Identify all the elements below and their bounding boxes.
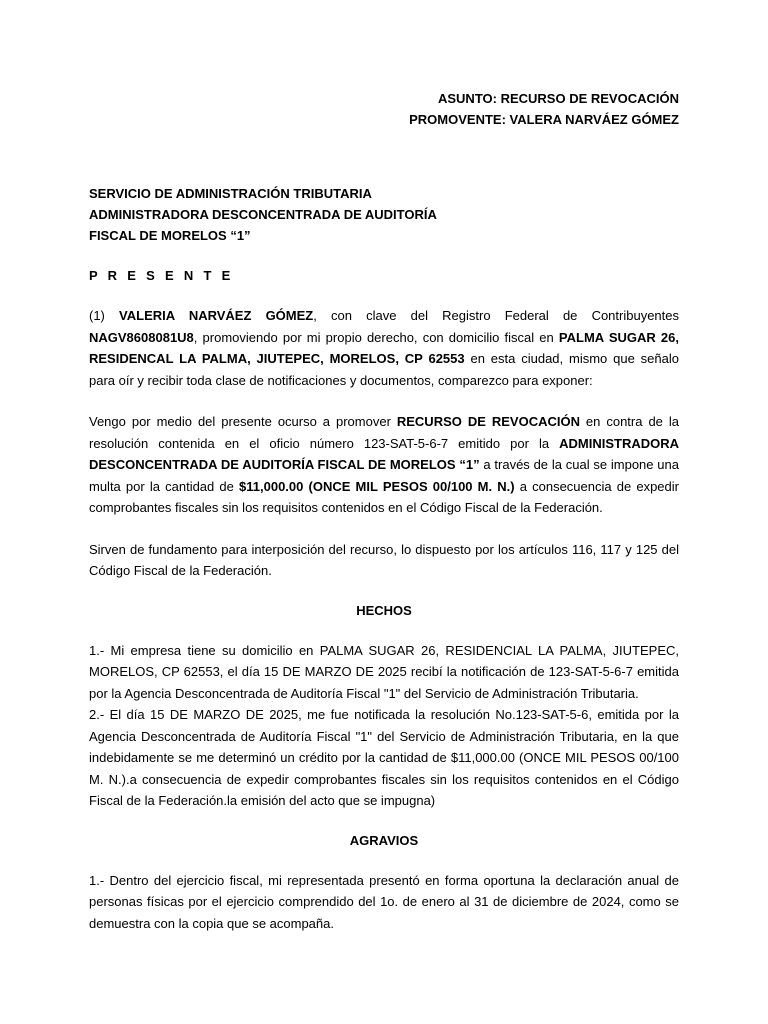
- recurso-bold-1: RECURSO DE REVOCACIÓN: [396, 414, 580, 429]
- hechos-item-2: 2.- El día 15 DE MARZO DE 2025, me fue notificada la resolución No.123-SAT-5-6, emitida por la Agencia Desconcentrada de Auditoría Fiscal "1" del Servicio de Administración Tributaria, en la que indebidamente se me determinó un crédito por la cantidad de $11,000.00 (ONCE MIL PESOS 00/100 M. N.).a consecuencia de expedir comprobantes fiscales sin los requisitos contenidos en el Código Fiscal de la Federación.la emisión del acto que se impugna): [89, 707, 679, 808]
- recurso-bold-3: $11,000.00 (ONCE MIL PESOS 00/100 M. N.): [239, 478, 515, 494]
- recurso-bold-2: ADMINISTRADORA DESCONCENTRADA DE AUDITORÍA FISCAL DE MORELOS “1”: [89, 435, 679, 472]
- intro-text-1: (1): [89, 308, 120, 323]
- intro-text-3: , promoviendo por mi propio derecho, con domicilio fiscal en: [193, 329, 559, 345]
- rfc-value: NAGV8608081U8: [89, 329, 194, 345]
- fiscal-address: PALMA SUGAR 26, RESIDENCAL LA PALMA, JIUTEPEC, MORELOS, CP 62553: [89, 329, 679, 366]
- intro-text-4: en esta ciudad, mismo que señalo para oír y recibir toda clase de notificaciones y documentos, comparezco para exponer:: [89, 351, 679, 388]
- addressee-line-1: SERVICIO DE ADMINISTRACIÓN TRIBUTARIA: [89, 186, 372, 201]
- intro-paragraph: [89, 305, 679, 391]
- intro-text-2: , con clave del Registro Federal de Contribuyentes: [313, 308, 680, 323]
- recurso-text-4: a consecuencia de expedir comprobantes fiscales sin los requisitos contenidos en el Código Fiscal de la Federación.: [89, 478, 679, 515]
- fundamento-paragraph: Sirven de fundamento para interposición del recurso, lo dispuesto por los artículos 116, 117 y 125 del Código Fiscal de la Federación.: [89, 541, 679, 578]
- recurso-paragraph: [89, 411, 679, 519]
- hechos-heading: HECHOS: [356, 602, 412, 618]
- recurso-text-2: en contra de la resolución contenida en el oficio número 123-SAT-5-6-7 emitido por la: [89, 414, 679, 451]
- presente-heading: P R E S E N T E: [89, 268, 234, 283]
- promovente-line: PROMOVENTE: VALERA NARVÁEZ GÓMEZ: [409, 112, 679, 127]
- agravios-heading: AGRAVIOS: [349, 832, 419, 848]
- promovente-name: VALERIA NARVÁEZ GÓMEZ: [119, 308, 314, 323]
- subject-line: ASUNTO: RECURSO DE REVOCACIÓN: [437, 91, 679, 106]
- agravios-item-1: 1.- Dentro del ejercicio fiscal, mi representada presentó en forma oportuna la declaración anual de personas físicas por el ejercicio comprendido del 1o. de enero al 31 de diciembre de 2024, como se demuestra con la copia que se acompaña.: [89, 872, 679, 931]
- addressee-line-2: ADMINISTRADORA DESCONCENTRADA DE AUDITORÍA: [89, 207, 437, 222]
- recurso-text-1: Vengo por medio del presente ocurso a promover: [89, 414, 397, 429]
- subject-block: [89, 88, 679, 130]
- recurso-text-3: a través de la cual se impone una multa por la cantidad de: [89, 457, 679, 494]
- addressee-block: [89, 183, 679, 246]
- addressee-line-3: FISCAL DE MORELOS “1”: [89, 228, 251, 243]
- hechos-item-1: 1.- Mi empresa tiene su domicilio en PALMA SUGAR 26, RESIDENCIAL LA PALMA, JIUTEPEC, MORELOS, CP 62553, el día 15 DE MARZO DE 2025 recibí la notificación de 123-SAT-5-6-7 emitida por la Agencia Desconcentrada de Auditoría Fiscal "1" del Servicio de Administración Tributaria.: [89, 642, 679, 701]
